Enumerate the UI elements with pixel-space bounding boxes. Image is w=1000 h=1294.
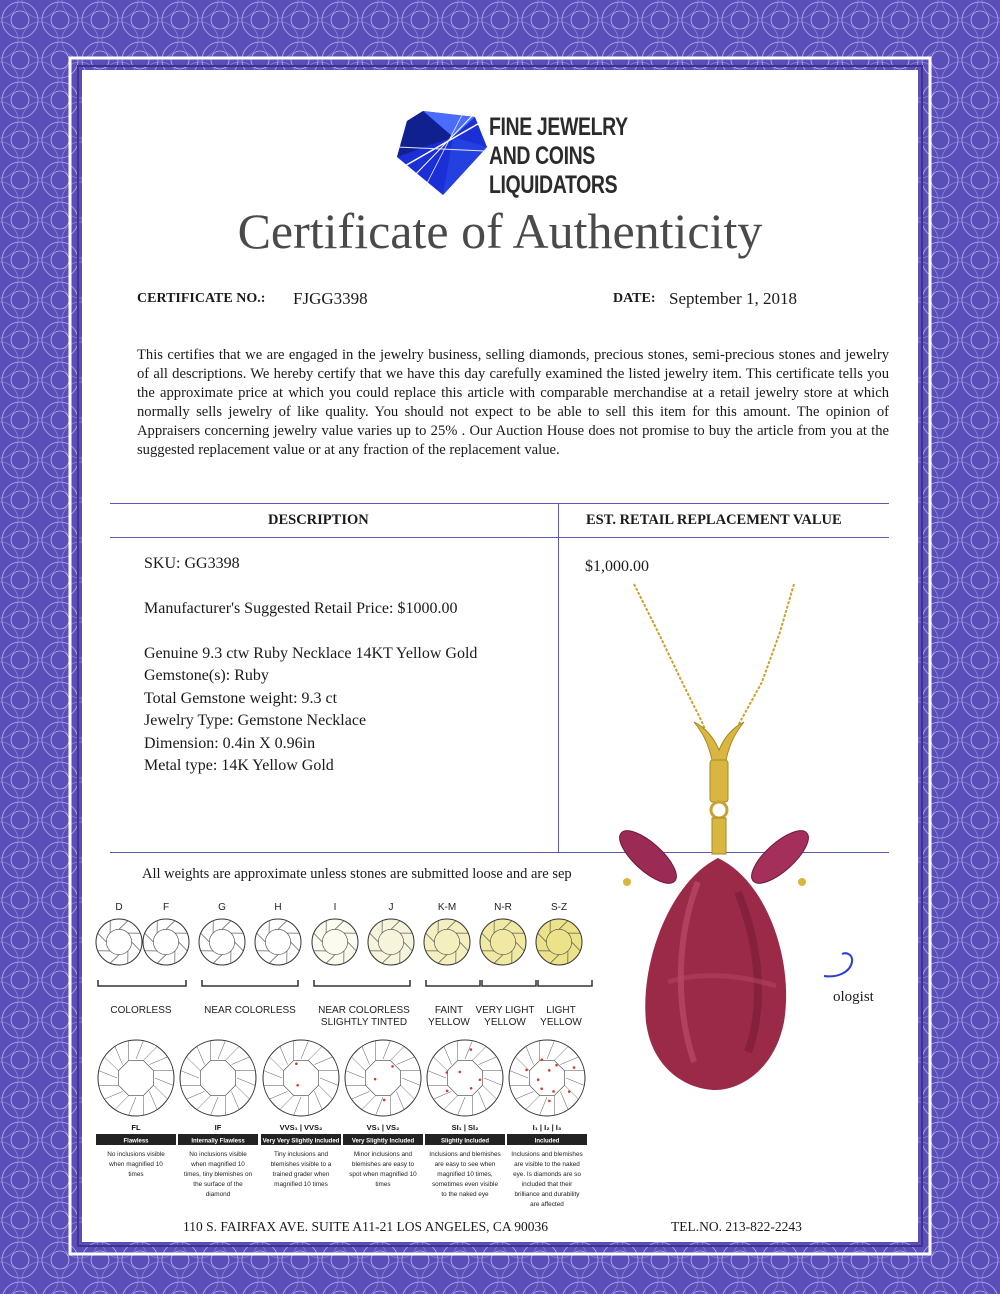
clarity-description-line: included that their bbox=[521, 1181, 573, 1188]
inclusion-mark bbox=[458, 1071, 461, 1074]
color-grade-diamond-icon bbox=[424, 919, 470, 965]
clarity-description-line: times, tiny blemishes on bbox=[183, 1171, 253, 1178]
page-title: Certificate of Authenticity bbox=[237, 203, 763, 259]
table-column-divider bbox=[558, 503, 559, 853]
inclusion-mark bbox=[525, 1069, 528, 1072]
inclusion-mark bbox=[295, 1062, 298, 1065]
clarity-description-line: sometimes even visible bbox=[431, 1181, 499, 1188]
clarity-name: Internally Flawless bbox=[191, 1138, 245, 1145]
color-group-label: FAINT bbox=[434, 1005, 464, 1016]
clarity-description-line: are affected bbox=[530, 1201, 564, 1208]
value-header: EST. RETAIL REPLACEMENT VALUE bbox=[586, 512, 842, 528]
color-group-label: NEAR COLORLESS bbox=[318, 1005, 410, 1016]
color-grade-letter: I bbox=[333, 902, 337, 913]
color-grade-diamond-icon bbox=[312, 919, 358, 965]
color-grade-diamond-icon bbox=[480, 919, 526, 965]
inclusion-mark bbox=[470, 1048, 473, 1051]
clarity-name: Very Very Slightly Included bbox=[262, 1138, 340, 1145]
clarity-name: Slightly Included bbox=[440, 1138, 490, 1145]
description-line: Metal type: 14K Yellow Gold bbox=[144, 757, 334, 774]
ruby-pendant-image bbox=[598, 582, 838, 1094]
clarity-description-line: blemishes visible to a bbox=[270, 1161, 332, 1168]
clarity-diamond-icon bbox=[509, 1040, 585, 1116]
date-value: September 1, 2018 bbox=[669, 289, 797, 308]
clarity-description-line: Inclusions and blemishes bbox=[511, 1151, 583, 1158]
inclusion-mark bbox=[548, 1069, 551, 1072]
color-group-bracket bbox=[538, 980, 592, 986]
inclusion-mark bbox=[540, 1058, 543, 1061]
color-group-label: YELLOW bbox=[484, 1017, 526, 1028]
clarity-description-line: times bbox=[128, 1171, 144, 1178]
certificate-number: FJGG3398 bbox=[293, 289, 368, 308]
clarity-code: VS₁ | VS₂ bbox=[366, 1123, 400, 1132]
color-grade-diamond-icon bbox=[368, 919, 414, 965]
description-line: Manufacturer's Suggested Retail Price: $1000.00 bbox=[144, 600, 458, 617]
color-group-label: SLIGHTLY TINTED bbox=[320, 1017, 408, 1028]
logo-line-3: LIQUIDATORS bbox=[489, 171, 618, 199]
color-grade-letter: H bbox=[274, 902, 282, 913]
inclusion-mark bbox=[537, 1078, 540, 1081]
description-line: Dimension: 0.4in X 0.96in bbox=[144, 735, 316, 752]
inclusion-mark bbox=[446, 1071, 449, 1074]
color-grade-diamond-icon bbox=[199, 919, 245, 965]
table-top-rule bbox=[110, 503, 889, 504]
diamond-grading-chart bbox=[92, 896, 604, 1214]
color-group-bracket bbox=[426, 980, 480, 986]
color-grade-letter: J bbox=[388, 902, 394, 913]
color-group-bracket bbox=[98, 980, 186, 986]
clarity-description-line: when magnified 10 bbox=[109, 1161, 163, 1168]
color-grade-letter: G bbox=[218, 902, 226, 913]
inclusion-mark bbox=[479, 1078, 482, 1081]
table-header-rule bbox=[110, 537, 889, 538]
color-grade-diamond-icon bbox=[143, 919, 189, 965]
color-grade-diamond-icon bbox=[255, 919, 301, 965]
inclusion-mark bbox=[296, 1084, 299, 1087]
description-line: Jewelry Type: Gemstone Necklace bbox=[144, 712, 367, 729]
clarity-description-line: brilliance and durability bbox=[514, 1191, 580, 1198]
color-grade-letter: N-R bbox=[494, 902, 512, 913]
color-group-label: YELLOW bbox=[540, 1017, 582, 1028]
clarity-code: SI₁ | SI₂ bbox=[451, 1123, 479, 1132]
color-group-label: COLORLESS bbox=[110, 1005, 172, 1016]
company-logo bbox=[393, 107, 633, 197]
color-group-bracket bbox=[202, 980, 298, 986]
certificate-label: CERTIFICATE NO.: bbox=[137, 291, 266, 306]
inclusion-mark bbox=[391, 1065, 394, 1068]
clarity-code: VVS₁ | VVS₂ bbox=[279, 1123, 323, 1132]
logo-line-1: FINE JEWELRY bbox=[489, 113, 628, 141]
clarity-diamond-icon bbox=[263, 1040, 339, 1116]
gem-logo-icon bbox=[393, 107, 489, 197]
clarity-code: IF bbox=[214, 1123, 222, 1132]
clarity-diamond-icon bbox=[345, 1040, 421, 1116]
clarity-description-line: eye. Is diamonds are so bbox=[513, 1171, 581, 1178]
color-grade-diamond-icon bbox=[96, 919, 142, 965]
clarity-description-line: to the naked eye bbox=[441, 1191, 489, 1198]
clarity-name: Flawless bbox=[123, 1138, 149, 1145]
date-label: DATE: bbox=[613, 291, 656, 306]
color-group-label: VERY LIGHT bbox=[475, 1005, 535, 1016]
clarity-description-line: No inclusions visible bbox=[189, 1151, 247, 1158]
inclusion-mark bbox=[568, 1090, 571, 1093]
color-group-label: NEAR COLORLESS bbox=[204, 1005, 296, 1016]
clarity-diamond-icon bbox=[427, 1040, 503, 1116]
color-grade-letter: K-M bbox=[437, 902, 457, 913]
clarity-description-line: are visible to the naked bbox=[514, 1161, 580, 1168]
clarity-code: FL bbox=[131, 1123, 141, 1132]
inclusion-mark bbox=[374, 1078, 377, 1081]
clarity-name: Very Slightly Included bbox=[351, 1138, 415, 1145]
description-line: Total Gemstone weight: 9.3 ct bbox=[144, 690, 338, 707]
description-line: Gemstone(s): Ruby bbox=[144, 667, 269, 684]
color-grade-diamond-icon bbox=[536, 919, 582, 965]
clarity-description-line: magnified 10 times bbox=[274, 1181, 328, 1188]
clarity-description-line: the surface of the bbox=[193, 1181, 243, 1188]
clarity-description-line: blemishes are easy to bbox=[351, 1161, 415, 1168]
clarity-name: Included bbox=[534, 1138, 560, 1145]
weights-note: All weights are approximate unless stones are submitted loose and are sep bbox=[142, 866, 572, 882]
clarity-description-line: are easy to see when bbox=[434, 1161, 496, 1168]
color-group-label: LIGHT bbox=[546, 1005, 576, 1016]
inclusion-mark bbox=[383, 1099, 386, 1102]
inclusion-mark bbox=[446, 1090, 449, 1093]
color-group-bracket bbox=[314, 980, 410, 986]
clarity-description-line: No inclusions visible bbox=[107, 1151, 165, 1158]
description-header: DESCRIPTION bbox=[268, 512, 369, 528]
color-group-label: YELLOW bbox=[428, 1017, 470, 1028]
clarity-description-line: trained grader when bbox=[272, 1171, 330, 1178]
clarity-description-line: diamond bbox=[205, 1191, 231, 1198]
clarity-diamond-icon bbox=[98, 1040, 174, 1116]
clarity-description-line: Minor inclusions and bbox=[353, 1151, 413, 1158]
inclusion-mark bbox=[470, 1087, 473, 1090]
footer-telephone: TEL.NO. 213-822-2243 bbox=[671, 1219, 802, 1234]
certification-paragraph: This certifies that we are engaged in the jewelry business, selling diamonds, precious stones, semi-precious stones and jewelry of all descriptions. We hereby certify that we have this day carefully examined the listed jewelry item. This certificate tells you the approximate price at which you could replace this article with comparable merchandise at a retail jewelry store at which normally sells jewelry of like quality. You should not expect to be able to sell this item for this amount. The opinion of Appraisers concerning jewelry value varies up to 25% . Our Auction House does not promise to buy the article from you at the suggested replacement value or at any fraction of the replacement value. bbox=[137, 347, 889, 458]
inclusion-mark bbox=[540, 1087, 543, 1090]
color-grade-letter: D bbox=[115, 902, 123, 913]
description-line: Genuine 9.3 ctw Ruby Necklace 14KT Yellow Gold bbox=[144, 645, 478, 662]
clarity-diamond-icon bbox=[180, 1040, 256, 1116]
color-grade-letter: S-Z bbox=[550, 902, 568, 913]
clarity-description-line: spot when magnified 10 bbox=[349, 1171, 417, 1178]
clarity-description-line: magnified 10 times, bbox=[437, 1171, 493, 1178]
footer-address: 110 S. FAIRFAX AVE. SUITE A11-21 LOS ANGELES, CA 90036 bbox=[183, 1219, 549, 1234]
clarity-description-line: when magnified 10 bbox=[191, 1161, 245, 1168]
clarity-code: I₁ | I₂ | I₃ bbox=[532, 1123, 562, 1132]
inclusion-mark bbox=[548, 1100, 551, 1103]
clarity-description-line: times bbox=[375, 1181, 391, 1188]
clarity-description-line: Inclusions and blemishes bbox=[429, 1151, 501, 1158]
retail-price: $1,000.00 bbox=[585, 558, 649, 575]
inclusion-mark bbox=[552, 1090, 555, 1093]
color-group-bracket bbox=[482, 980, 536, 986]
inclusion-mark bbox=[573, 1066, 576, 1069]
appraiser-title-fragment: ologist bbox=[833, 989, 874, 1005]
logo-line-2: AND COINS bbox=[489, 142, 595, 170]
description-line: SKU: GG3398 bbox=[144, 555, 240, 572]
clarity-description-line: Tiny inclusions and bbox=[273, 1151, 329, 1158]
color-grade-letter: F bbox=[162, 902, 170, 913]
inclusion-mark bbox=[555, 1064, 558, 1067]
